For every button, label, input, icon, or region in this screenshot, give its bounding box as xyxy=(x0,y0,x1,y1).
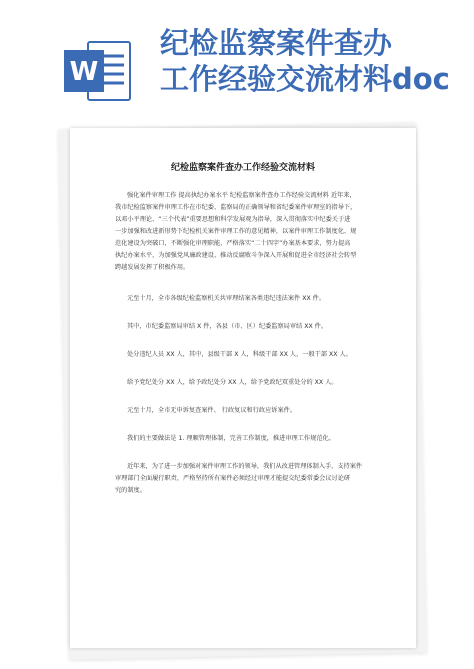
paragraph-main-methods xyxy=(115,433,379,445)
paragraph-text: 我们的主要做法是 1. 理顺管理体制，完善工作制度，推进审理工作规范化。 xyxy=(127,435,335,442)
paragraph-line: 近年来，为了进一步加强对案件审理工作的领导，我们从改进管理体制入手，支持案件 xyxy=(127,463,363,470)
document-title-line-1: 纪检监察案件查办 xyxy=(160,26,393,60)
intro-line: 我市纪检监察案件审理工作在市纪委、监察局的正确领导和省纪委案件审理室的指导下， xyxy=(115,204,357,211)
word-document-icon xyxy=(62,38,134,104)
paragraph-line: 审理部门全面履行职责，严格坚持所有案件必须经过审理才能提交纪委常委会议讨论研 xyxy=(115,475,351,482)
intro-line: 跨越发展发挥了积极作用。 xyxy=(115,264,190,271)
paragraph-text: 给予党纪处分 XX 人，给予政纪处分 XX 人，给予党政纪双重处分的 XX 人。 xyxy=(127,379,338,386)
paragraph-line: 究的制度。 xyxy=(115,487,146,494)
document-title-line-2: 工作经验交流材料doc xyxy=(160,62,450,96)
intro-line: 以邓小平理论、“三个代表”重要思想和科学发展观为指导，深入贯彻落实中纪委关于进 xyxy=(115,216,351,223)
paragraph-text: 处分违纪人员 XX 人，其中，县级干部 X 人，科级干部 XX 人，一般干部 XX 人。 xyxy=(127,351,352,358)
svg-text:W: W xyxy=(69,57,99,87)
paragraph-appeals xyxy=(115,405,379,417)
paragraph-disciplined-persons xyxy=(115,349,379,361)
paragraph-text: 元至十月，全市无申诉复查案件、 行政复议和行政应诉案件。 xyxy=(127,407,297,414)
paragraph-punishments xyxy=(115,377,379,389)
document-page xyxy=(70,128,416,648)
paragraph-management xyxy=(115,461,379,497)
intro-line: 范化建设为突破口，不断强化审理职能，严格落实“二十四字”办案基本要求，努力提高 xyxy=(115,240,351,247)
paragraph-cases-total xyxy=(115,293,379,305)
paragraph-text: 其中，市纪委监察局审结 X 件，各县（市、区）纪委监察局审结 XX 件。 xyxy=(127,323,328,330)
paragraph-cases-breakdown xyxy=(115,321,379,333)
intro-line: 强化案件审理工作 提高执纪办案水平 纪检监察案件查办工作经验交流材料 近年来， xyxy=(127,192,356,199)
intro-line: 执纪办案水平，为加强党风廉政建设、推动反腐败斗争深入开展和促进全市经济社会转型 xyxy=(115,252,357,259)
page-title: 纪检监察案件查办工作经验交流材料 xyxy=(170,163,315,173)
page-header xyxy=(0,0,474,120)
paragraph-text: 元至十月，全市各级纪检监察机关共审理结案各类违纪违法案件 XX 件。 xyxy=(127,295,326,302)
intro-paragraph xyxy=(115,190,379,274)
intro-line: 一步加强和改进新形势下纪检机关案件审理工作的意见精神，以案件审理工作制度化、规 xyxy=(115,228,357,235)
